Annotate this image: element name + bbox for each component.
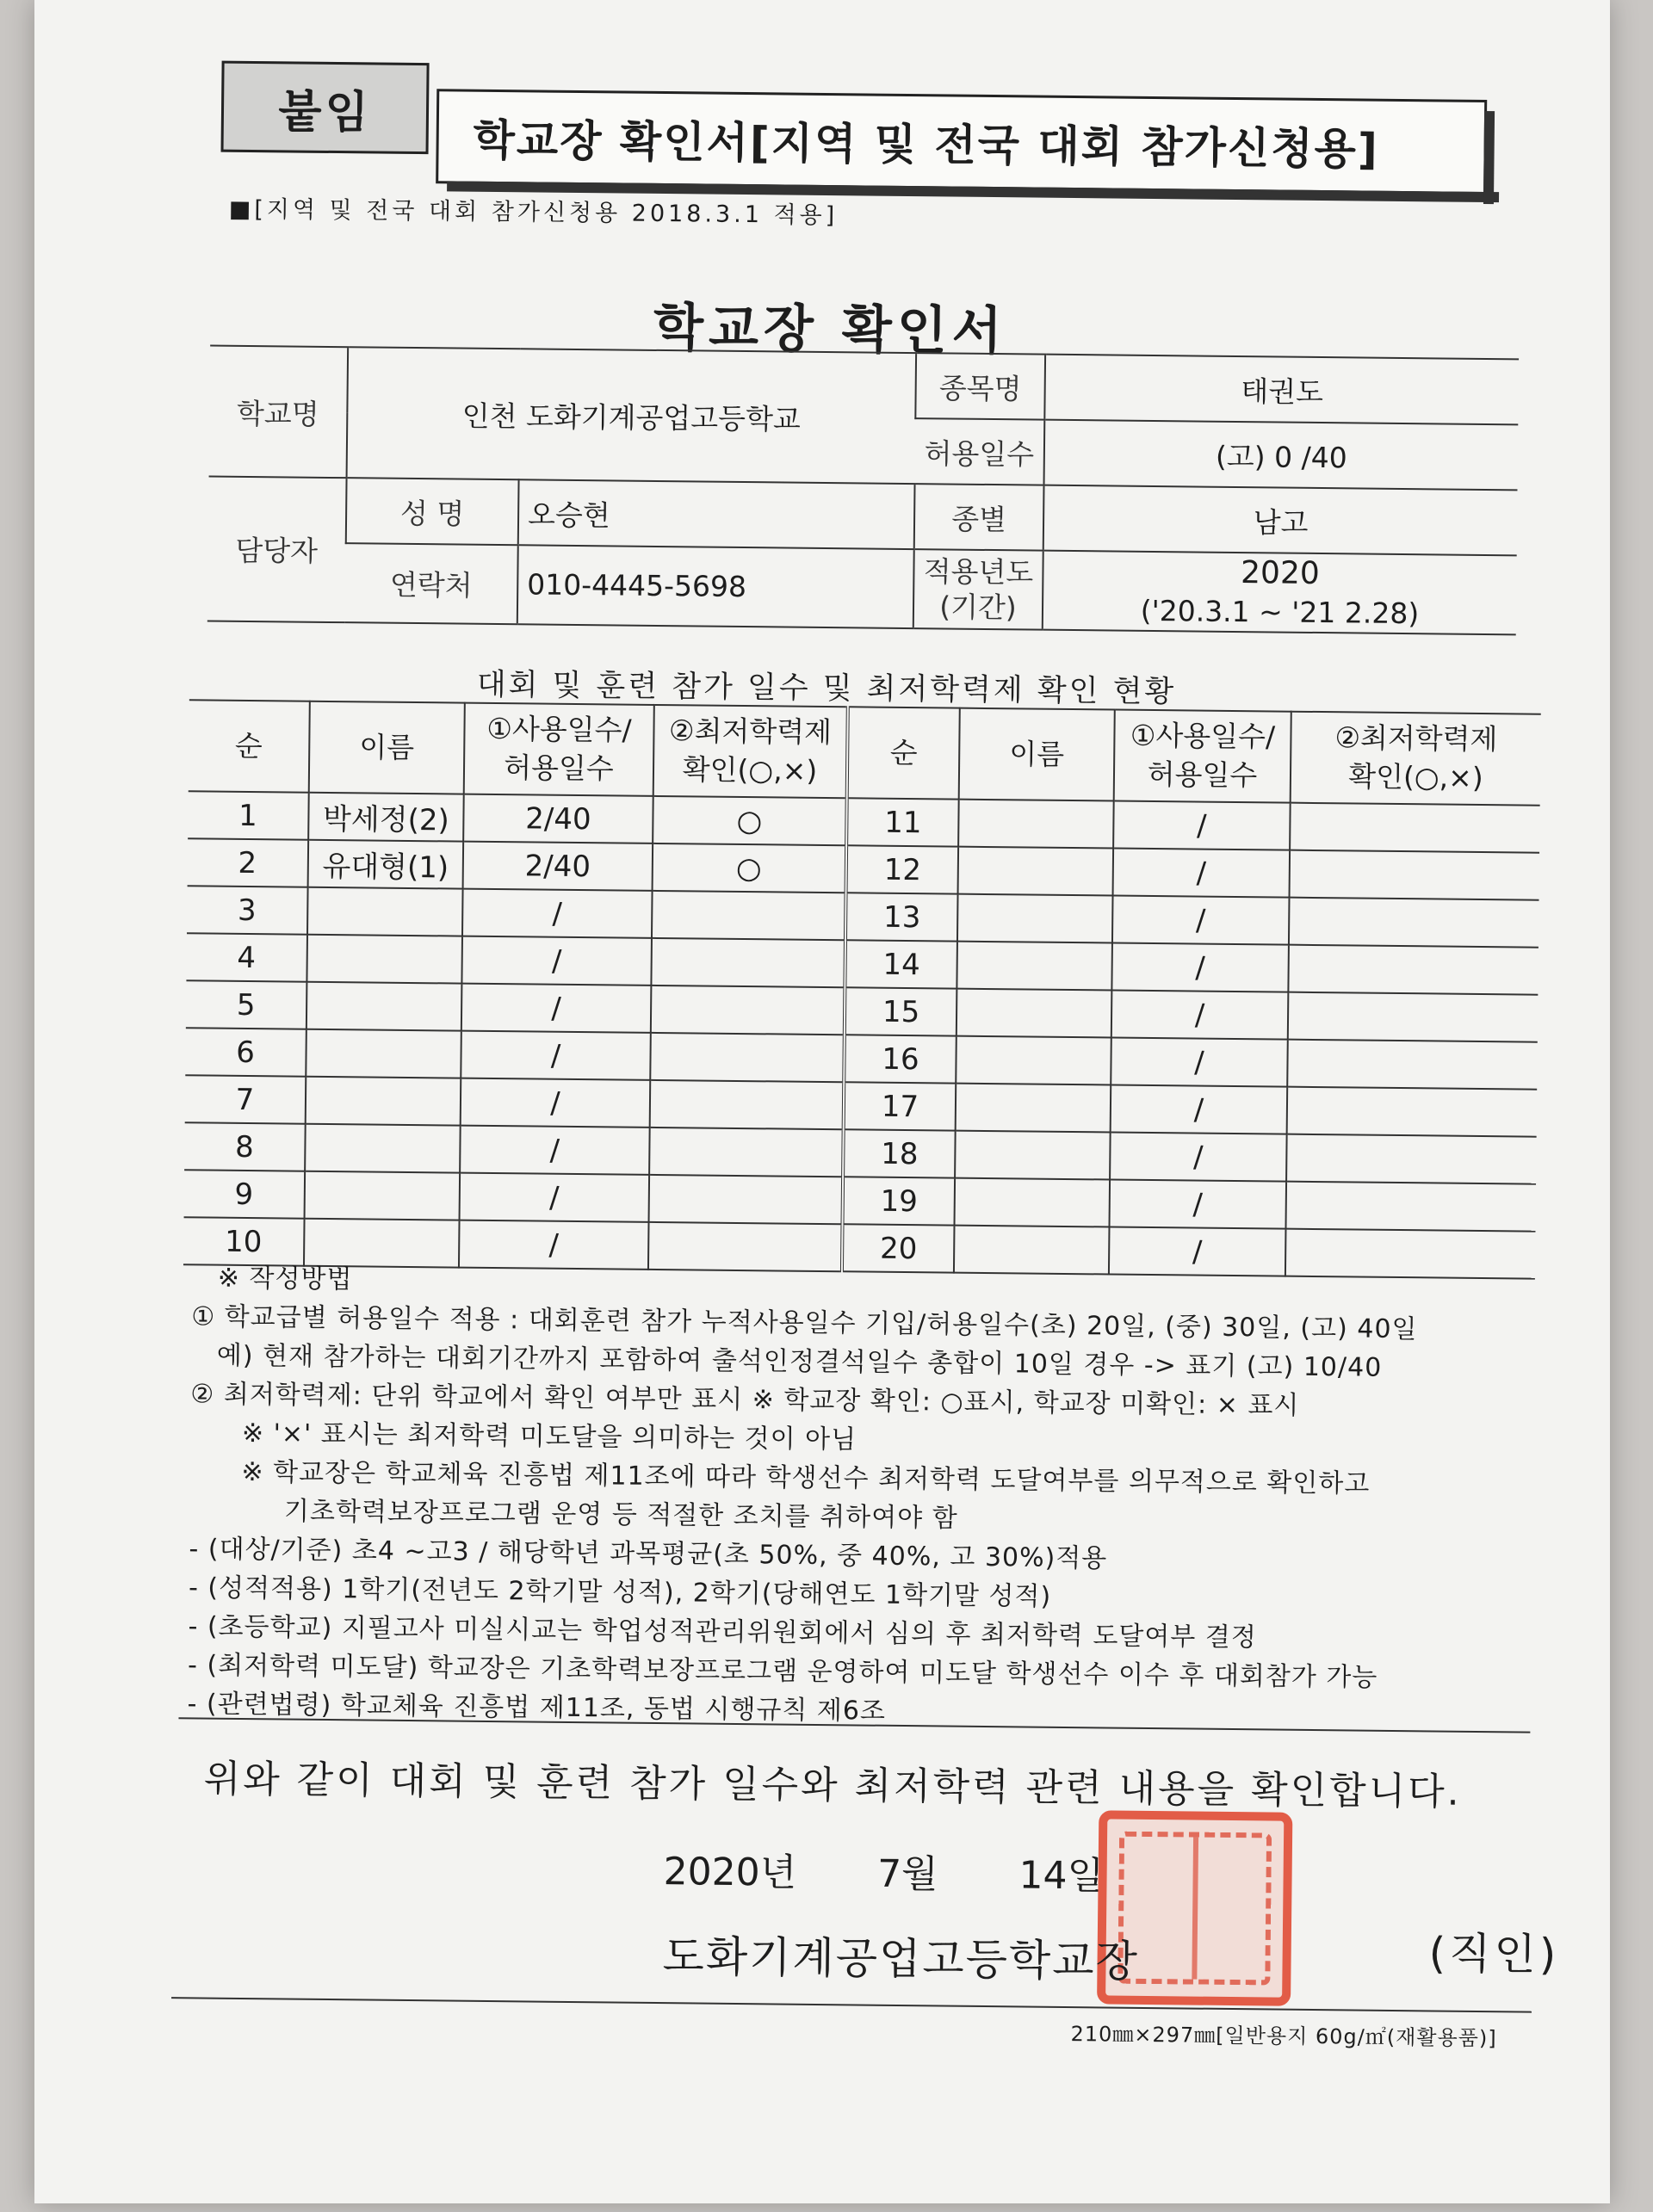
col-days-line2: 허용일수 (504, 751, 614, 786)
row-no-2: 15 (845, 987, 957, 1035)
col-days-2 (1114, 710, 1291, 803)
note-item: - (초등학교) 지필고사 미실시교는 학업성적관리위원회에서 심의 후 최저학력 도달여부 결정 (188, 1611, 1258, 1653)
row-days: 2/40 (463, 794, 653, 843)
row-name-2 (955, 1178, 1111, 1227)
apply-note: ■[지역 및 전국 대회 참가신청용 2018.3.1 적용] (228, 195, 839, 230)
instructions (187, 1258, 1535, 1737)
row-no: 10 (183, 1217, 305, 1265)
note-item: - (대상/기준) 초4 ~고3 / 해당학년 과목평균(초 50%, 중 40%, 고 30%)적용 (189, 1534, 1108, 1574)
row-no-2: 17 (844, 1082, 957, 1130)
row-no-2: 20 (842, 1224, 955, 1272)
year-label-line2: (기간) (939, 590, 1017, 625)
note-item: ※ '×' 표시는 최저학력 미도달을 의미하는 것이 아님 (241, 1418, 857, 1455)
row-check-2 (1289, 898, 1539, 948)
col-name: 이름 (309, 701, 465, 794)
row-no-2: 13 (845, 893, 958, 941)
notes-heading: ※ 작성방법 (217, 1263, 353, 1295)
row-name-2 (957, 989, 1112, 1038)
name-label: 성 명 (346, 478, 519, 545)
row-days: / (459, 1220, 649, 1270)
row-name-2 (956, 1084, 1111, 1133)
document-paper (34, 0, 1610, 2203)
row-name (305, 1124, 461, 1173)
row-days-2: / (1113, 849, 1291, 898)
date-year: 2020년 (663, 1850, 797, 1895)
note-item: - (성적적용) 1학기(전년도 2학기말 성적), 2학기(당해연도 1학기말 성적) (188, 1572, 1052, 1612)
document-page (23, 0, 1622, 2212)
row-days: / (461, 1078, 651, 1128)
row-check (652, 891, 846, 940)
row-no-2: 16 (844, 1035, 957, 1083)
principal-signature: 도화기계공업고등학교장 (662, 1931, 1140, 1986)
row-no: 8 (184, 1122, 306, 1171)
row-check-2 (1285, 1182, 1536, 1232)
col-days (464, 703, 654, 796)
col-check (653, 705, 848, 798)
col-check-line1: ②최저학력제 (668, 714, 833, 750)
note-item: 예) 현재 참가하는 대회기간까지 포함하여 출석인정결석일수 총합이 10일 경우 -> 표기 (고) 10/40 (216, 1340, 1383, 1383)
year-label-line1: 적용년도 (923, 553, 1034, 590)
row-days: / (462, 889, 653, 938)
row-no: 6 (185, 1028, 306, 1076)
row-no: 7 (185, 1075, 306, 1123)
note-item: ① 학교급별 허용일수 적용 : 대회훈련 참가 누적사용일수 기입/허용일수(초) 20일, (중) 30일, (고) 40일 (191, 1301, 1418, 1345)
row-check (651, 986, 845, 1035)
row-no-2: 12 (846, 845, 959, 893)
row-name (305, 1171, 461, 1220)
row-check-2 (1288, 945, 1538, 995)
category-label: 종별 (914, 484, 1044, 551)
row-name (306, 1029, 461, 1078)
name-value: 오승현 (518, 479, 915, 549)
row-days-2: / (1111, 1085, 1288, 1134)
col-check-2-line2: 확인(○,×) (1348, 759, 1483, 795)
row-days: 2/40 (463, 842, 653, 891)
row-name: 유대형(1) (308, 840, 464, 889)
row-days-2: / (1111, 943, 1289, 992)
manager-label: 담당자 (207, 476, 347, 621)
row-days-2: / (1110, 1133, 1287, 1182)
row-no-2: 18 (843, 1129, 956, 1177)
row-name: 박세정(2) (308, 793, 464, 842)
col-check-2-line1: ②최저학력제 (1334, 720, 1498, 757)
school-label: 학교명 (209, 346, 349, 479)
year-value: 2020 (1240, 555, 1320, 592)
row-check-2 (1290, 803, 1540, 853)
row-name (307, 887, 463, 936)
row-check (649, 1175, 844, 1224)
participation-table (183, 699, 1541, 1279)
contact-label: 연락처 (345, 543, 518, 624)
category-value: 남고 (1043, 485, 1518, 556)
row-check-2 (1287, 1040, 1538, 1090)
row-days: / (460, 1126, 650, 1175)
col-check-2 (1291, 712, 1541, 806)
row-days-2: / (1111, 1038, 1288, 1087)
row-check (651, 938, 845, 987)
row-no: 9 (184, 1170, 306, 1218)
row-name-2 (956, 1036, 1111, 1085)
note-item: ② 최저학력제: 단위 학교에서 확인 여부만 표시 ※ 학교장 확인: ○표시, 학교장 미확인: × 표시 (190, 1379, 1300, 1421)
row-no: 2 (188, 838, 309, 887)
col-check-line2: 확인(○,×) (682, 752, 818, 788)
row-check (650, 1033, 845, 1082)
footer-divider (171, 1997, 1532, 2013)
note-item: 기초학력보장프로그램 운영 등 적절한 조치를 취하여야 함 (283, 1496, 958, 1534)
year-period: ('20.3.1 ~ '21 2.28) (1140, 593, 1420, 631)
year-label (913, 549, 1043, 629)
row-check-2 (1288, 992, 1538, 1042)
row-check-2 (1290, 850, 1540, 900)
row-check-2 (1287, 1087, 1538, 1137)
col-days-line1: ①사용일수/ (486, 712, 632, 748)
row-days: / (461, 1031, 651, 1080)
row-name (306, 982, 462, 1031)
list-title: 대회 및 훈련 참가 일수 및 최저학력제 확인 현황 (476, 667, 1177, 710)
paper-spec: 210㎜×297㎜[일반용지 60g/㎡(재활용품)] (1070, 2022, 1497, 2051)
row-days-2: / (1109, 1180, 1286, 1229)
row-no-2: 11 (846, 798, 959, 846)
row-no-2: 19 (843, 1177, 956, 1225)
event-label: 종목명 (915, 353, 1045, 420)
row-days: / (461, 936, 652, 986)
row-name-2 (958, 800, 1114, 849)
row-days-2: / (1111, 991, 1289, 1040)
row-name (306, 935, 462, 984)
row-name-2 (957, 894, 1113, 943)
row-no: 4 (186, 933, 307, 981)
date-day: 14일 (1018, 1853, 1105, 1899)
col-no: 순 (189, 700, 310, 792)
row-check (650, 1080, 845, 1129)
row-name (306, 1077, 461, 1126)
allowed-days-value: (고) 0 /40 (1044, 420, 1519, 491)
row-days: / (460, 1173, 650, 1222)
contact-value: 010-4445-5698 (517, 545, 914, 627)
school-value: 인천 도화기계공업고등학교 (347, 347, 917, 484)
info-table (207, 345, 1519, 636)
row-days-2: / (1113, 801, 1291, 850)
col-days-2-line1: ①사용일수/ (1130, 719, 1276, 754)
row-name-2 (957, 942, 1112, 991)
row-check: ○ (653, 796, 847, 845)
confirmation-statement: 위와 같이 대회 및 훈련 참가 일수와 최저학력 관련 내용을 확인합니다. (203, 1757, 1462, 1814)
issue-date (663, 1840, 1147, 1900)
note-item: - (최저학력 미도달) 학교장은 기초학력보장프로그램 운영하여 미도달 학생선수 이수 후 대회참가 가능 (187, 1650, 1378, 1693)
form-title: 학교장 확인서 (653, 297, 1008, 362)
document-heading: 학교장 확인서[지역 및 전국 대회 참가신청용] (436, 89, 1487, 195)
row-days-2: / (1109, 1227, 1286, 1276)
col-name-2: 이름 (959, 708, 1115, 801)
event-value: 태권도 (1044, 355, 1519, 425)
col-days-2-line2: 허용일수 (1147, 757, 1258, 793)
row-no: 1 (188, 791, 309, 839)
col-no-2: 순 (847, 707, 960, 799)
row-check: ○ (653, 843, 847, 893)
row-no: 3 (187, 886, 308, 934)
row-name-2 (958, 847, 1114, 896)
row-name-2 (955, 1131, 1111, 1180)
table-header-row (189, 700, 1541, 805)
row-days: / (461, 984, 652, 1033)
row-check-2 (1286, 1134, 1537, 1184)
row-no-2: 14 (845, 940, 957, 988)
allowed-days-label: 허용일수 (915, 418, 1045, 485)
note-item: - (관련법령) 학교체육 진흥법 제11조, 동법 시행규칙 제6조 (187, 1689, 887, 1727)
attachment-tag: 붙임 (221, 61, 430, 155)
date-month: 7월 (876, 1851, 938, 1897)
note-item: ※ 학교장은 학교체육 진흥법 제11조에 따라 학생선수 최저학력 도달여부를 의무적으로 확인하고 (241, 1456, 1371, 1499)
row-no: 5 (186, 980, 307, 1029)
row-days-2: / (1112, 896, 1290, 945)
year-cell (1043, 551, 1517, 634)
seal-note: (직인) (1428, 1928, 1560, 1980)
row-check (649, 1128, 844, 1177)
